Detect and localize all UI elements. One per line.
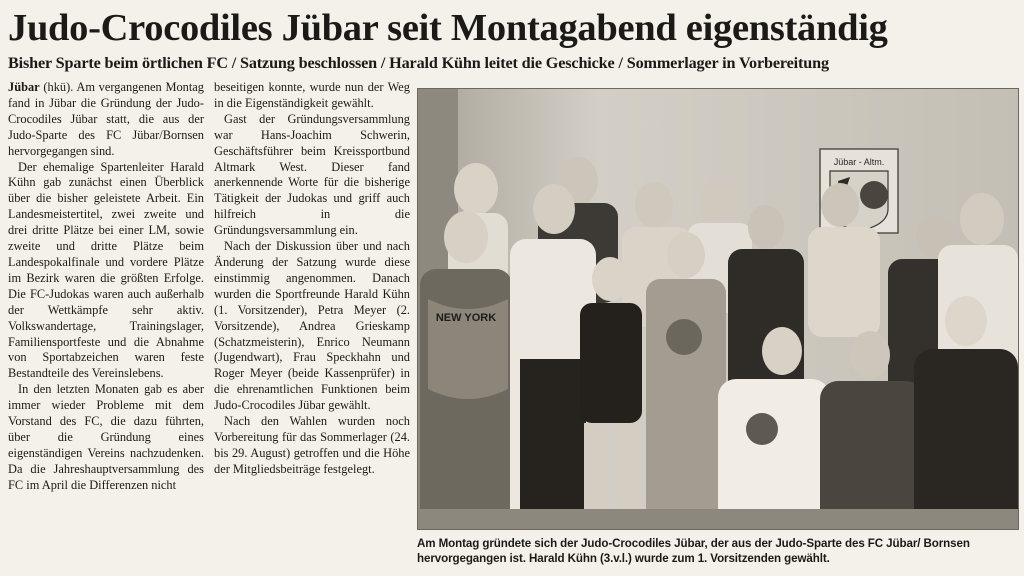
byline: (hkü). — [43, 80, 74, 94]
sign-text: Jübar - Altm. — [833, 157, 885, 167]
paragraph-5: Gast der Gründungsversammlung war Hans-Joachim Schwerin, Geschäftsführer beim Kreissportbund Altmark West. Dieser fand anerkennende Worte für die bisherige Tätigkeit der Judokas und griff auch hilfreich in die Gründungsversammlung ein. — [214, 111, 410, 238]
dateline: Jübar — [8, 80, 40, 94]
group-photo-illustration — [418, 89, 1018, 529]
paragraph-3: In den letzten Monaten gab es aber immer wieder Probleme mit dem Vorstand des FC, die dazu führten, über die Gründung eines eigenständigen Vereins nachzudenken. Da die Jahreshauptversammlung des FC im April die Differenzen nicht — [8, 382, 204, 492]
paragraph-7: Nach den Wahlen wurden noch Vorbereitung für das Sommerlager (24. bis 29. August) getroffen und die Höhe der Mitgliedsbeiträge festgelegt. — [214, 414, 410, 476]
paragraph-2: Der ehemalige Spartenleiter Harald Kühn gab zunächst einen Überblick über die bisher geleistete Arbeit. Ein Landesmeistertitel, zwei zweite und drei dritte Plätze bei einer LM, sowie zweite und dritte Plätze beim Landespokalfinale und vordere Plätze im Bezirk waren die größten Erfolge. Die FC-Judokas waren auch außerhalb der Wettkämpfe sehr aktiv. Volkswandertage, Trainingslager, Familiensportfeste und die Abnahme von Sportabzeichen waren feste Bestandteile des Vereinslebens. — [8, 159, 204, 381]
article-column-1 — [8, 80, 204, 494]
shirt-text: NEW YORK — [435, 312, 497, 324]
subheadline: Bisher Sparte beim örtlichen FC / Satzung beschlossen / Harald Kühn leitet die Geschicke / Sommerlager in Vorbereitung — [8, 54, 829, 72]
group-photo — [417, 88, 1019, 530]
photo-caption: Am Montag gründete sich der Judo-Crocodiles Jübar, der aus der Judo-Sparte des FC Jübar/ Bornsen hervorgegangen ist. Harald Kühn (3.v.l.) wurde zum 1. Vorsitzenden gewählt. — [417, 537, 970, 565]
paragraph-4: beseitigen konnte, wurde nun der Weg in die Eigenständigkeit gewählt. — [214, 80, 410, 110]
article-column-2 — [214, 80, 410, 478]
paragraph-1-text: Am vergangenen Montag fand in Jübar die Gründung der Judo-Crocodiles Jübar statt, die aus der Judo-Sparte des FC Jübar/Bornsen hervorgegangen sind. — [8, 80, 204, 158]
paragraph-1 — [8, 80, 204, 160]
headline: Judo-Crocodiles Jübar seit Montagabend eigenständig — [8, 7, 888, 49]
paragraph-6: Nach der Diskussion über und nach Änderung der Satzung wurde diese einstimmig angenommen. Danach wurden die Sportfreunde Harald Kühn (1. Vorsitzender), Petra Meyer (2. Vorsitzende), Andrea Grieskamp (Schatzmeisterin), Enrico Neumann (Jugendwart), Frau Speckhahn und Roger Meyer (beide Kassenprüfer) in die ehrenamtlichen Funktionen beim Judo-Crocodiles Jübar gewählt. — [214, 239, 410, 413]
